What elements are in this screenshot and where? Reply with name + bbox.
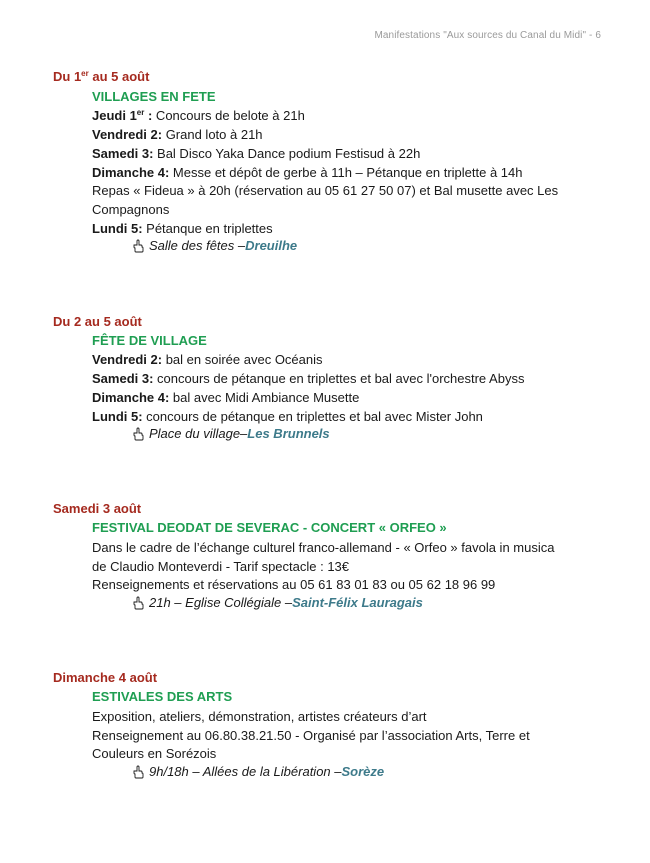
description-line: Couleurs en Sorézois	[92, 746, 217, 761]
town-name: Saint-Félix Lauragais	[292, 595, 423, 610]
description-line: de Claudio Monteverdi - Tarif spectacle : 13€	[92, 559, 350, 574]
event-title: FÊTE DE VILLAGE	[92, 333, 207, 348]
event-location: Salle des fêtes – Dreuilhe	[132, 238, 297, 253]
description-line: Exposition, ateliers, démonstration, artistes créateurs d’art	[92, 709, 427, 724]
schedule-line: Samedi 3: concours de pétanque en triplettes et bal avec l'orchestre Abyss	[92, 371, 525, 386]
schedule-line: Lundi 5: Pétanque en triplettes	[92, 221, 273, 236]
schedule-line: Jeudi 1er : Concours de belote à 21h	[92, 108, 305, 123]
event-date: Du 2 au 5 août	[53, 314, 142, 329]
event-location: Place du village– Les Brunnels	[132, 426, 330, 441]
pointing-hand-icon	[132, 239, 146, 253]
schedule-line: Vendredi 2: bal en soirée avec Océanis	[92, 352, 323, 367]
town-name: Sorèze	[341, 764, 385, 779]
schedule-line: Lundi 5: concours de pétanque en triplettes et bal avec Mister John	[92, 409, 483, 424]
event-location: 9h/18h – Allées de la Libération – Sorèze	[132, 764, 384, 779]
pointing-hand-icon	[132, 596, 146, 610]
schedule-line: Repas « Fideua » à 20h (réservation au 05 61 27 50 07) et Bal musette avec Les	[92, 183, 559, 198]
schedule-line: Compagnons	[92, 202, 170, 217]
event-date: Dimanche 4 août	[53, 670, 158, 685]
town-name: Les Brunnels	[247, 426, 330, 441]
event-title: FESTIVAL DEODAT DE SEVERAC - CONCERT « ORFEO »	[92, 520, 447, 535]
town-name: Dreuilhe	[245, 238, 298, 253]
schedule-line: Samedi 3: Bal Disco Yaka Dance podium Festisud à 22h	[92, 146, 421, 161]
description-line: Dans le cadre de l’échange culturel franco-allemand - « Orfeo » favola in musica	[92, 540, 555, 555]
event-date: Samedi 3 août	[53, 501, 142, 516]
pointing-hand-icon	[132, 427, 146, 441]
schedule-line: Dimanche 4: Messe et dépôt de gerbe à 11h – Pétanque en triplette à 14h	[92, 165, 523, 180]
description-line: Renseignement au 06.80.38.21.50 - Organisé par l’association Arts, Terre et	[92, 728, 530, 743]
schedule-line: Dimanche 4: bal avec Midi Ambiance Musette	[92, 390, 360, 405]
schedule-line: Vendredi 2: Grand loto à 21h	[92, 127, 263, 142]
description-line: Renseignements et réservations au 05 61 83 01 83 ou 05 62 18 96 99	[92, 577, 496, 592]
pointing-hand-icon	[132, 765, 146, 779]
event-title: ESTIVALES DES ARTS	[92, 689, 233, 704]
event-title: VILLAGES EN FETE	[92, 89, 216, 104]
event-date: Du 1er au 5 août	[53, 69, 150, 84]
event-location: 21h – Eglise Collégiale – Saint-Félix Lauragais	[132, 595, 423, 610]
running-header: Manifestations "Aux sources du Canal du Midi" - 6	[374, 30, 601, 41]
